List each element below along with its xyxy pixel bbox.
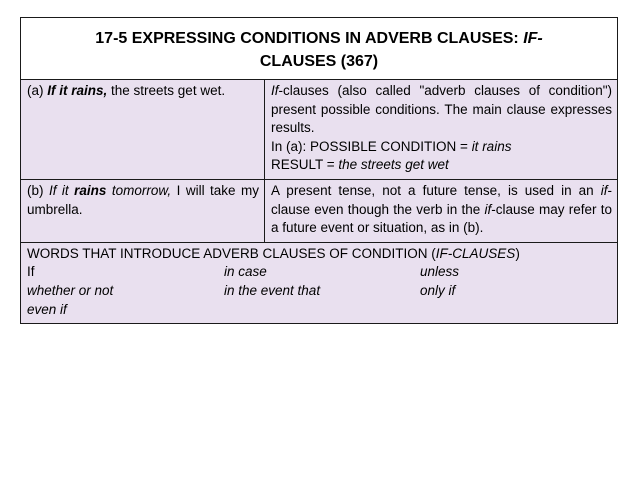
word-only-if: only if — [420, 282, 456, 298]
explanation-b — [265, 179, 618, 242]
words-header-end: ) — [515, 245, 520, 261]
title-cell — [21, 18, 618, 80]
word-whether-or-not: whether or not — [27, 282, 114, 298]
explanation-a-if: If — [271, 83, 279, 98]
example-a-label: (a) — [27, 83, 48, 98]
word-in-case: in case — [224, 264, 267, 280]
word-unless: unless — [420, 264, 460, 280]
explanation-a-condition — [271, 138, 612, 157]
words-line-2 — [27, 282, 612, 301]
word-in-the-event-that: in the event that — [224, 282, 321, 298]
example-b-tomorrow: tomorrow, — [106, 182, 172, 198]
explanation-b-if2: if — [484, 201, 492, 217]
explanation-b-part3: -clause may refer to a future event or situation, as in (b). — [271, 201, 612, 236]
explanation-b-if1: if — [600, 182, 608, 198]
explanation-a — [265, 80, 618, 180]
example-b — [21, 179, 265, 242]
result-label: RESULT = — [271, 157, 339, 173]
word-even-if: even if — [27, 301, 67, 317]
row-a — [21, 80, 618, 180]
title-line1: 17-5 EXPRESSING CONDITIONS IN ADVERB CLAUSES: — [95, 30, 524, 47]
word-if: If — [27, 264, 35, 280]
explanation-a-result — [271, 156, 612, 175]
title-line2: CLAUSES (367) — [259, 53, 379, 70]
title-row — [21, 18, 618, 80]
words-row — [21, 242, 618, 323]
explanation-b-part1: A present tense, not a future tense, is used in an — [271, 182, 601, 198]
grammar-table — [20, 17, 618, 324]
example-b-label: (b) — [27, 182, 49, 198]
words-header-italic: IF-CLAUSES — [435, 245, 516, 261]
example-a-if-clause: If it rains, — [47, 83, 108, 98]
words-line-1 — [27, 263, 612, 282]
words-cell — [21, 242, 618, 323]
title-if: IF- — [523, 30, 543, 47]
row-b — [21, 179, 618, 242]
words-header — [27, 245, 612, 264]
condition-value: it rains — [471, 138, 512, 154]
explanation-a-text — [271, 82, 612, 138]
condition-label: In (a): POSSIBLE CONDITION = — [271, 138, 472, 154]
example-b-main-clause: I will take my umbrella. — [27, 182, 259, 217]
result-value: the streets get wet — [338, 157, 449, 173]
explanation-a-body: -clauses (also called "adverb clauses of condition") present possible conditions. The main clause expresses results. — [271, 83, 612, 136]
example-a — [21, 80, 265, 180]
words-header-start: WORDS THAT INTRODUCE ADVERB CLAUSES OF CONDITION ( — [27, 245, 436, 261]
words-line-3 — [27, 301, 612, 320]
example-b-rains: rains — [74, 182, 107, 198]
example-a-main-clause: the streets get wet. — [107, 83, 226, 98]
example-b-if-it: If it — [48, 182, 75, 198]
explanation-b-part2: -clause even though the verb in the — [271, 182, 612, 217]
